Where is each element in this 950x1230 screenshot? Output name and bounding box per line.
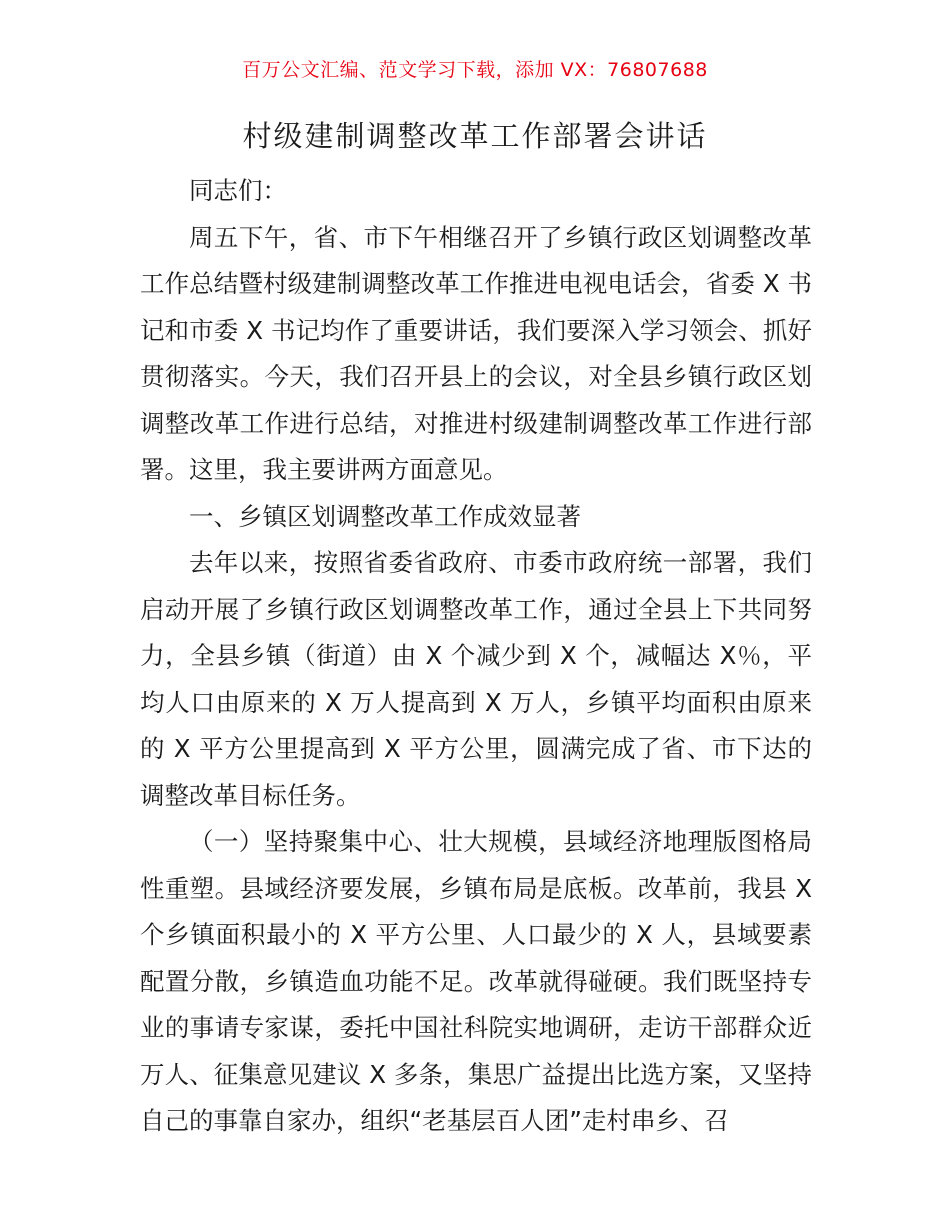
document-title: 村级建制调整改革工作部署会讲话 [242, 119, 708, 153]
watermark-banner: 百万公文汇编、范文学习下载，添加 VX：76807688 [242, 59, 708, 81]
paragraph-intro: 周五下午，省、市下午相继召开了乡镇行政区划调整改革工作总结暨村级建制调整改革工作推进电视电话会，省委 X 书记和市委 X 书记均作了重要讲话，我们要深入学习领会、抓好贯彻落实。今天，我们召开县上的会议，对全县乡镇行政区划调整改革工作进行总结，对推进村级建制调整改革工作进行部署。这里，我主要讲两方面意见。 [140, 222, 812, 484]
paragraph-point-one: （一）坚持聚集中心、壮大规模，县域经济地理版图格局性重塑。县域经济要发展，乡镇布局是底板。改革前，我县 X 个乡镇面积最小的 X 平方公里、人口最少的 X 人，县域要素配置分散，乡镇造血功能不足。改革就得碰硬。我们既坚持专业的事请专家谋，委托中国社科院实地调研，走访干部群众近万人、征集意见建议 X 多条，集思广益提出比选方案，又坚持自己的事靠自家办，组织“老基层百人团”走村串乡、召 [140, 827, 812, 1135]
document-body [140, 168, 812, 1145]
section-heading: 一、乡镇区划调整改革工作成效显著 [189, 501, 581, 531]
salutation: 同志们： [189, 176, 287, 205]
paragraph-summary: 去年以来，按照省委省政府、市委市政府统一部署，我们启动开展了乡镇行政区划调整改革工作，通过全县上下共同努力，全县乡镇（街道）由 X 个减少到 X 个，减幅达 X％，平均人口由原来的 X 万人提高到 X 万人，乡镇平均面积由原来的 X 平方公里提高到 X 平方公里，圆满完成了省、市下达的调整改革目标任务。 [140, 548, 812, 810]
